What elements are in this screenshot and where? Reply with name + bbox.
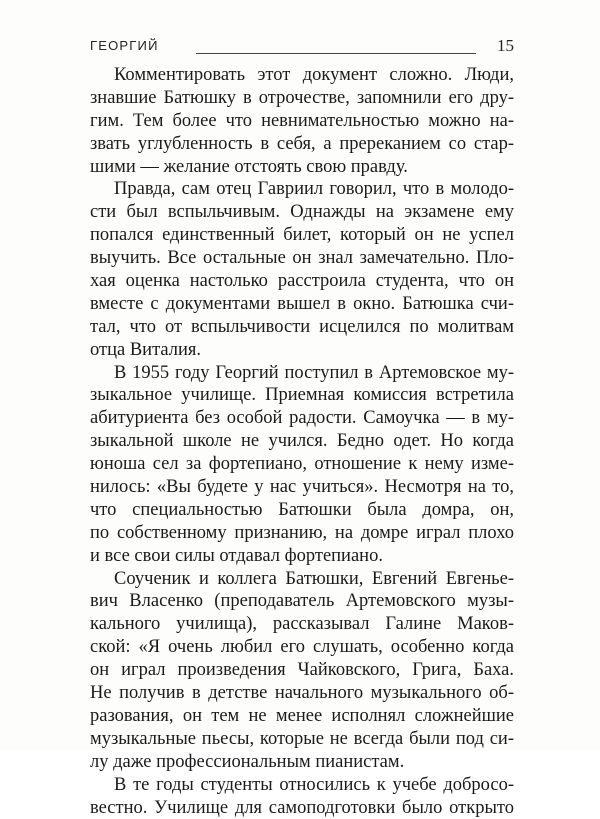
paragraph [90, 64, 514, 178]
text-line: Комментировать этот документ сложно. Люди, [90, 64, 514, 87]
text-line: по собственному признанию, на домре играл плохо [90, 522, 514, 545]
text-line: зыкальной школе не учился. Бедно одет. Но когда [90, 430, 514, 453]
text-line: вместе с документами вышел в окно. Батюшка счи- [90, 293, 514, 316]
text-line: отца Виталия. [90, 339, 514, 362]
text-line: вестно. Училище для самоподготовки было открыто [90, 797, 514, 819]
text-line: Соученик и коллега Батюшки, Евгений Евгенье- [90, 568, 514, 591]
text-line: хая оценка настолько расстроила студента, что он [90, 270, 514, 293]
text-line: зыкальное училище. Приемная комиссия встретила [90, 384, 514, 407]
text-line: гим. Тем более что невнимательностью можно на- [90, 110, 514, 133]
text-line: и все свои силы отдавал фортепиано. [90, 545, 514, 568]
running-title: ГЕОРГИЙ [90, 38, 159, 53]
paragraph [90, 568, 514, 774]
text-line: кального училища), рассказывал Галине Маков- [90, 613, 514, 636]
text-line: В 1955 году Георгий поступил в Артемовское му- [90, 362, 514, 385]
paragraph [90, 178, 514, 361]
running-head [90, 36, 514, 58]
text-line: Правда, сам отец Гавриил говорил, что в молодо- [90, 178, 514, 201]
text-line: В те годы студенты относились к учебе добросо- [90, 774, 514, 797]
text-line: нилось: «Вы будете у нас учиться». Несмотря на то, [90, 476, 514, 499]
text-line: лу даже профессиональным пианистам. [90, 751, 514, 774]
text-line: он играл произведения Чайковского, Грига, Баха. [90, 659, 514, 682]
page-number: 15 [497, 36, 514, 56]
text-line: попался единственный билет, который он не успел [90, 224, 514, 247]
text-line: юноша сел за фортепиано, отношение к нему изме- [90, 453, 514, 476]
text-line: выучить. Все остальные он знал замечательно. Пло- [90, 247, 514, 270]
text-line: знавшие Батюшку в отрочестве, запомнили его дру- [90, 87, 514, 110]
text-line: музыкальные пьесы, которые не всегда были под си- [90, 728, 514, 751]
text-line: вич Власенко (преподаватель Артемовского музы- [90, 590, 514, 613]
text-line: абитуриента без особой радости. Самоучка — в му- [90, 407, 514, 430]
body-text [90, 64, 514, 819]
paragraph [90, 362, 514, 568]
text-line: разования, он тем не менее исполнял сложнейшие [90, 705, 514, 728]
text-line: сти был вспыльчивым. Однажды на экзамене ему [90, 201, 514, 224]
text-line: ской: «Я очень любил его слушать, особенно когда [90, 636, 514, 659]
text-line: звать углубленность в себя, а пререканием со стар- [90, 133, 514, 156]
header-rule [196, 53, 476, 54]
text-line: тал, что от вспыльчивости исцелился по молитвам [90, 316, 514, 339]
text-line: шими — желание отстоять свою правду. [90, 156, 514, 179]
text-line: Не получив в детстве начального музыкального об- [90, 682, 514, 705]
text-line: что специальностью Батюшки была домра, он, [90, 499, 514, 522]
paragraph [90, 774, 514, 819]
